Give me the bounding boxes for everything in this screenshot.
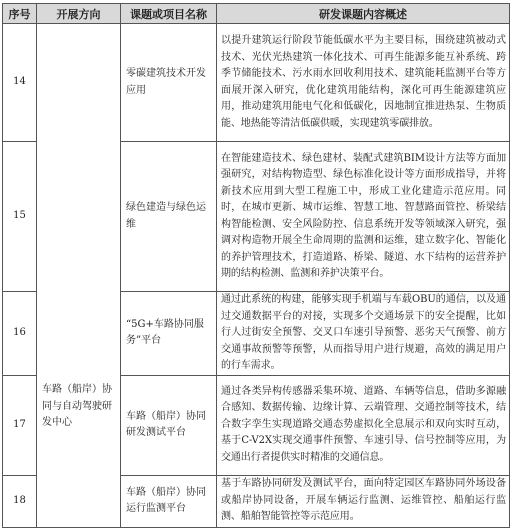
row-desc: 以提升建筑运行阶段节能低碳水平为主要目标，围绕建筑被动式技术、光伏光热建筑一体化技术、可再生能源多能互补系统、跨季节储能技术、污水雨水回收利用技术、建筑能耗监测平台等方面展开深入研究，优化建筑用能结构，深化可再生能源建筑应用，推动建筑用能电气化和低碳化，因地制宜推进热泵、生物质能、地热能等清洁低碳供暖，实现建筑零碳排放。	[217, 24, 510, 142]
row-name: 车路（船岸）协同运行监测平台	[121, 475, 217, 527]
row-direction: 车路（船岸）协同与自动驾驶研发中心	[37, 24, 121, 528]
row-desc: 通过各类异构传感器采集环境、道路、车辆等信息，借助多源融合感知、数据传输、边缘计算、云端管理、交通控制等技术，结合数字孪生实现道路交通态势虚拟化全息展示和双向实时互动，基于C-V2X实现交通事件预警、车速引导、信号控制等应用，为交通出行者提供实时精准的交通信息。	[217, 375, 510, 475]
row-name: 车路（船岸）协同研发测试平台	[121, 375, 217, 475]
row-name: 零碳建筑技术开发应用	[121, 24, 217, 142]
table-row	[3, 24, 510, 142]
row-no: 15	[3, 142, 37, 292]
header-name: 课题或项目名称	[121, 4, 217, 24]
row-no: 17	[3, 375, 37, 475]
row-name: “5G+车路协同服务”平台	[121, 292, 217, 376]
row-desc: 基于车路协同研发及测试平台，面向特定园区车路协同外场设备或船岸协同设备，开展车辆运行监测、运维管控、船舶运行监测、船舶智能管控等示范应用。	[217, 475, 510, 527]
table-header-row	[3, 4, 510, 24]
header-desc: 研发课题内容概述	[217, 4, 510, 24]
row-desc: 通过此系统的构建，能够实现手机端与车载OBU的通信，以及通过交通数据平台的对接，实现多个交通场景下的安全提醒，比如行人过街安全预警、交叉口车速引导预警、恶劣天气预警、前方交通事故预警等预警，从而指导用户进行规避，高效的满足用户的行车需求。	[217, 292, 510, 376]
row-name: 绿色建造与绿色运维	[121, 142, 217, 292]
header-direction: 开展方向	[37, 4, 121, 24]
row-no: 16	[3, 292, 37, 376]
header-no: 序号	[3, 4, 37, 24]
row-no: 18	[3, 475, 37, 527]
row-desc: 在智能建造技术、绿色建材、装配式建筑BIM设计方法等方面加强研究，对结构物造型、绿色标准化设计等方面形成指导，并将新技术应用到大型工程施工中，形成工业化建造示范应用。同时，在城市更新、城市运维、智慧工地、智慧路面管控、桥梁结构智能检测、安全风险防控、信息系统开发等领域深入研究，强调对构造物开展全生命周期的监测和运维，建立数字化、智能化的养护管理技术，打造道路、桥梁、隧道、水下结构的运营养护期的结构检测、监测和养护决策平台。	[217, 142, 510, 292]
row-no: 14	[3, 24, 37, 142]
research-topics-table	[2, 3, 510, 528]
